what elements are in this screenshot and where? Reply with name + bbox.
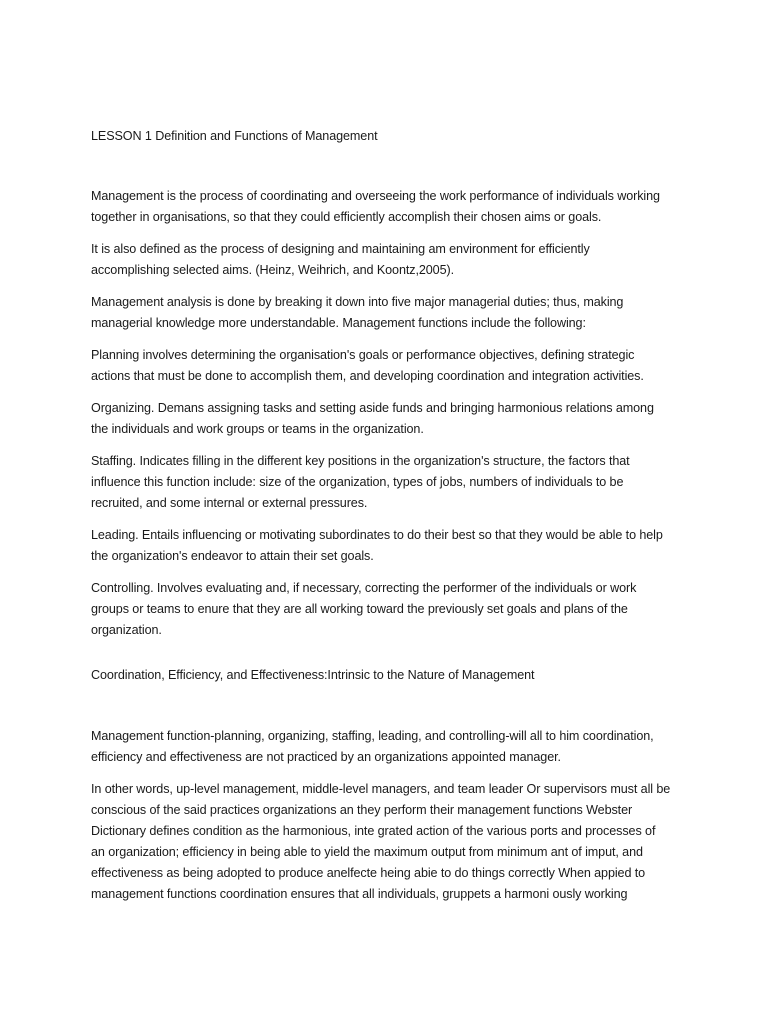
paragraph-in-other-words: In other words, up-level management, middle-level managers, and team leader Or supervisors must all be conscious of the said practices organizations an they perform their management functions Webster Dictionary defines condition as the harmonious, inte grated action of the various ports and processes of an organization; efficiency in being able to yield the maximum output from minimum ant of imput, and effectiveness as being adopted to produce anelfecte heing abie to do things correctly When appied to management functions coordination ensures that all individuals, gruppets a harmoni ously working <box>91 782 671 901</box>
paragraph-management-analysis: Management analysis is done by breaking it down into five major managerial duties; thus, making managerial knowledge more understandable. Management functions include the following: <box>91 295 624 330</box>
paragraph-staffing: Staffing. Indicates filling in the different key positions in the organization's structure, the factors that influence this function include: size of the organization, types of jobs, numbers of individuals to be recruited, and some internal or external pressures. <box>91 454 630 510</box>
paragraph-organizing: Organizing. Demans assigning tasks and setting aside funds and bringing harmonious relations among the individuals and work groups or teams in the organization. <box>91 401 654 436</box>
section-title: Coordination, Efficiency, and Effectiveness:Intrinsic to the Nature of Management <box>91 668 535 682</box>
paragraph-management-functions: Management function-planning, organizing, staffing, leading, and controlling-will all to him coordination, efficiency and effectiveness are not practiced by an organizations appointed manager. <box>91 729 654 764</box>
paragraph-management-definition: Management is the process of coordinating and overseeing the work performance of individuals working together in organisations, so that they could efficiently accomplish their chosen aims or goals. <box>91 189 660 224</box>
document-body <box>91 126 671 916</box>
paragraph-leading: Leading. Entails influencing or motivating subordinates to do their best so that they would be able to help the organization's endeavor to attain their set goals. <box>91 528 663 563</box>
paragraph-alternate-definition: It is also defined as the process of designing and maintaining am environment for efficiently accomplishing selected aims. (Heinz, Weihrich, and Koontz,2005). <box>91 242 590 277</box>
paragraph-planning: Planning involves determining the organisation's goals or performance objectives, defining strategic actions that must be done to accomplish them, and developing coordination and integration activities. <box>91 348 644 383</box>
paragraph-controlling: Controlling. Involves evaluating and, if necessary, correcting the performer of the individuals or work groups or teams to enure that they are all working toward the previously set goals and plans of the organization. <box>91 581 637 637</box>
lesson-title: LESSON 1 Definition and Functions of Management <box>91 129 378 143</box>
